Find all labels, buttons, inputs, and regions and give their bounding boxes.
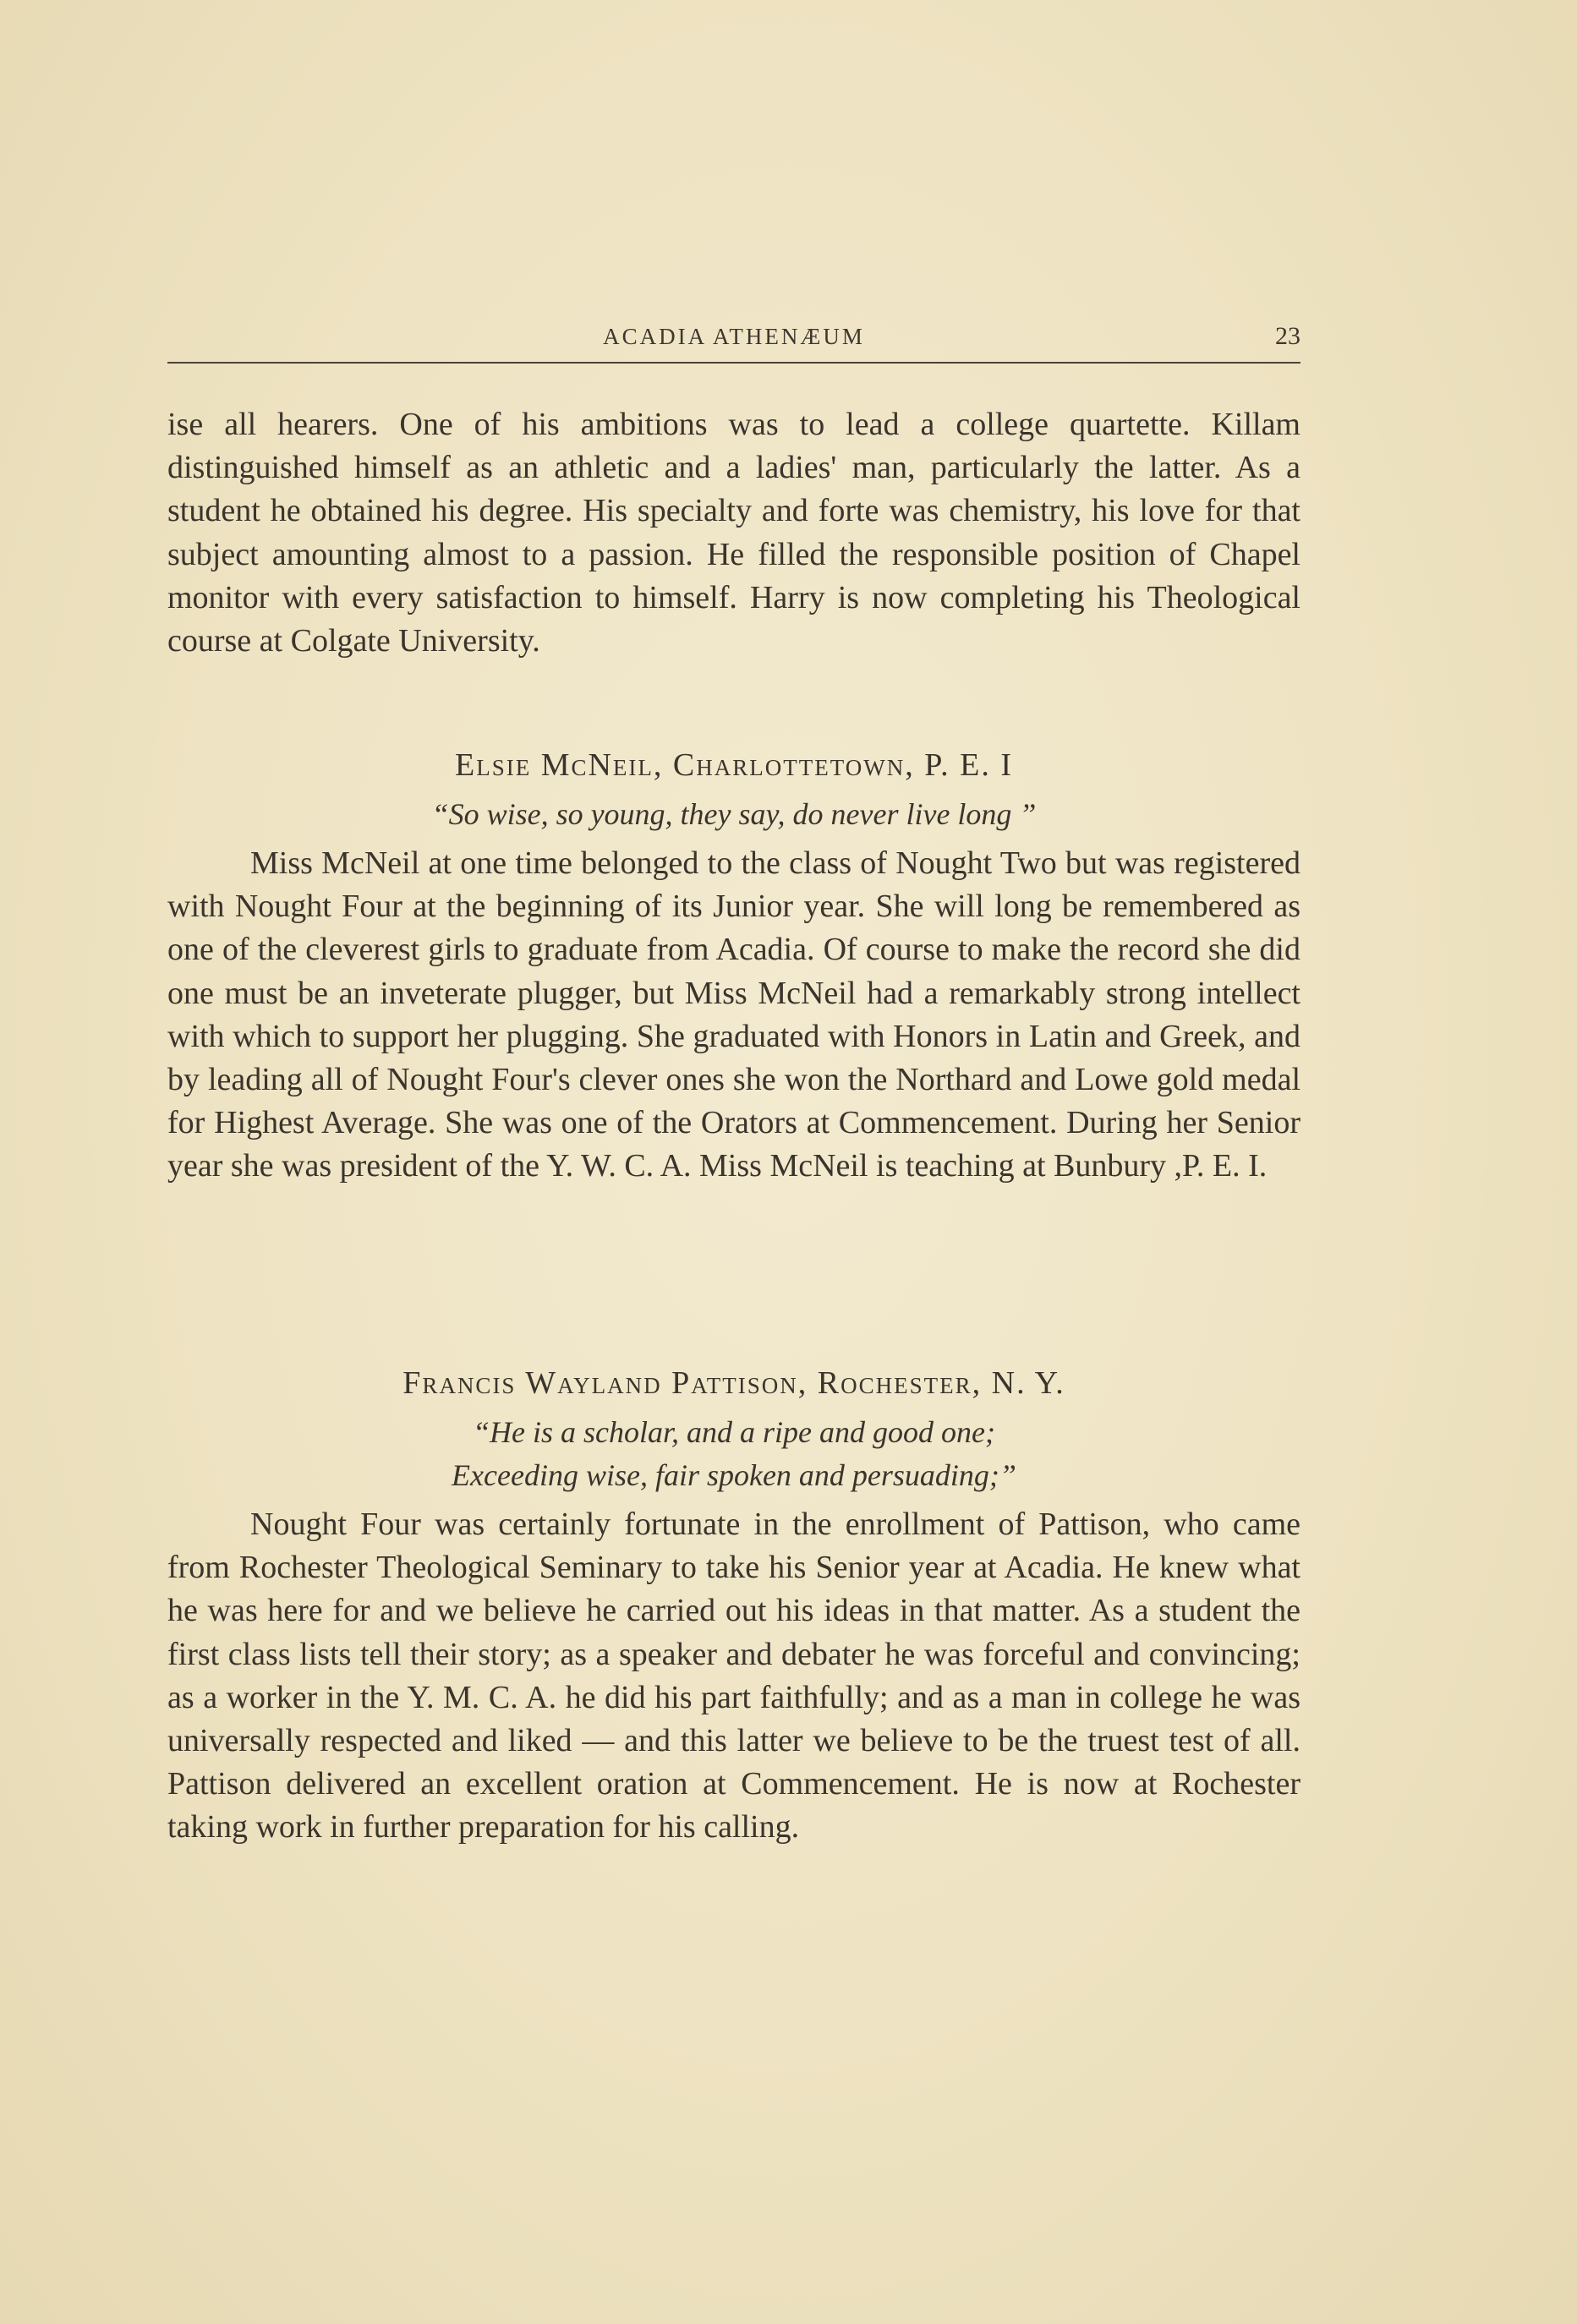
- page-number: 23: [1275, 322, 1300, 350]
- paragraph-text: ise all hearers. One of his ambitions was to lead a college quartette. Killam distinguished himself as an athletic and a ladies' man, particularly the latter. As a student he obtained his degree. His specialty and forte was chemistry, his love for that subject amounting almost to a passion. He filled the responsible position of Chapel monitor with every satisfaction to himself. Harry is now completing his Theological course at Colgate University.: [167, 407, 1300, 659]
- quote-line: “He is a scholar, and a ripe and good one;: [473, 1415, 995, 1449]
- header-rule: [167, 362, 1300, 364]
- running-title: ACADIA ATHENÆUM: [603, 324, 865, 349]
- quote-line: “So wise, so young, they say, do never live long ”: [431, 797, 1037, 831]
- entry-paragraph-pattison: [167, 1503, 1300, 1850]
- page-header: [167, 319, 1300, 361]
- paragraph-text: Miss McNeil at one time belonged to the class of Nought Two but was registered with Nought Four at the beginning of its Junior year. She will long be remembered as one of the cleverest girls to graduate from Acadia. Of course to make the record she did one must be an inveterate plugger, but Miss McNeil had a remarkably strong intellect with which to support her plugging. She graduated with Honors in Latin and Greek, and by leading all of Nought Four's clever ones she won the Northard and Lowe gold medal for Highest Average. She was one of the Orators at Commencement. During her Senior year she was president of the Y. W. C. A. Miss McNeil is teaching at Bunbury ,P. E. I.: [167, 845, 1300, 1184]
- continued-paragraph: [167, 403, 1300, 663]
- paragraph-text: Nought Four was certainly fortunate in the enrollment of Pattison, who came from Rochester Theological Seminary to take his Senior year at Acadia. He knew what he was here for and we believe he carried out his ideas in that matter. As a student the first class lists tell their story; as a speaker and debater he was forceful and convincing; as a worker in the Y. M. C. A. he did his part faithfully; and as a man in college he was universally respected and liked — and this latter we believe to be the truest test of all. Pattison delivered an excellent oration at Commencement. He is now at Rochester taking work in further preparation for his calling.: [167, 1506, 1300, 1846]
- quote-line: Exceeding wise, fair spoken and persuading;”: [452, 1458, 1016, 1492]
- entry-heading-mcneil: Elsie McNeil, Charlottetown, P. E. I: [454, 747, 1013, 783]
- entry-heading-pattison: Francis Wayland Pattison, Rochester, N. Y.: [402, 1365, 1065, 1401]
- entry-quote-pattison: [167, 1411, 1300, 1497]
- entry-paragraph-mcneil: [167, 842, 1300, 1189]
- entry-quote-mcneil: [167, 793, 1300, 836]
